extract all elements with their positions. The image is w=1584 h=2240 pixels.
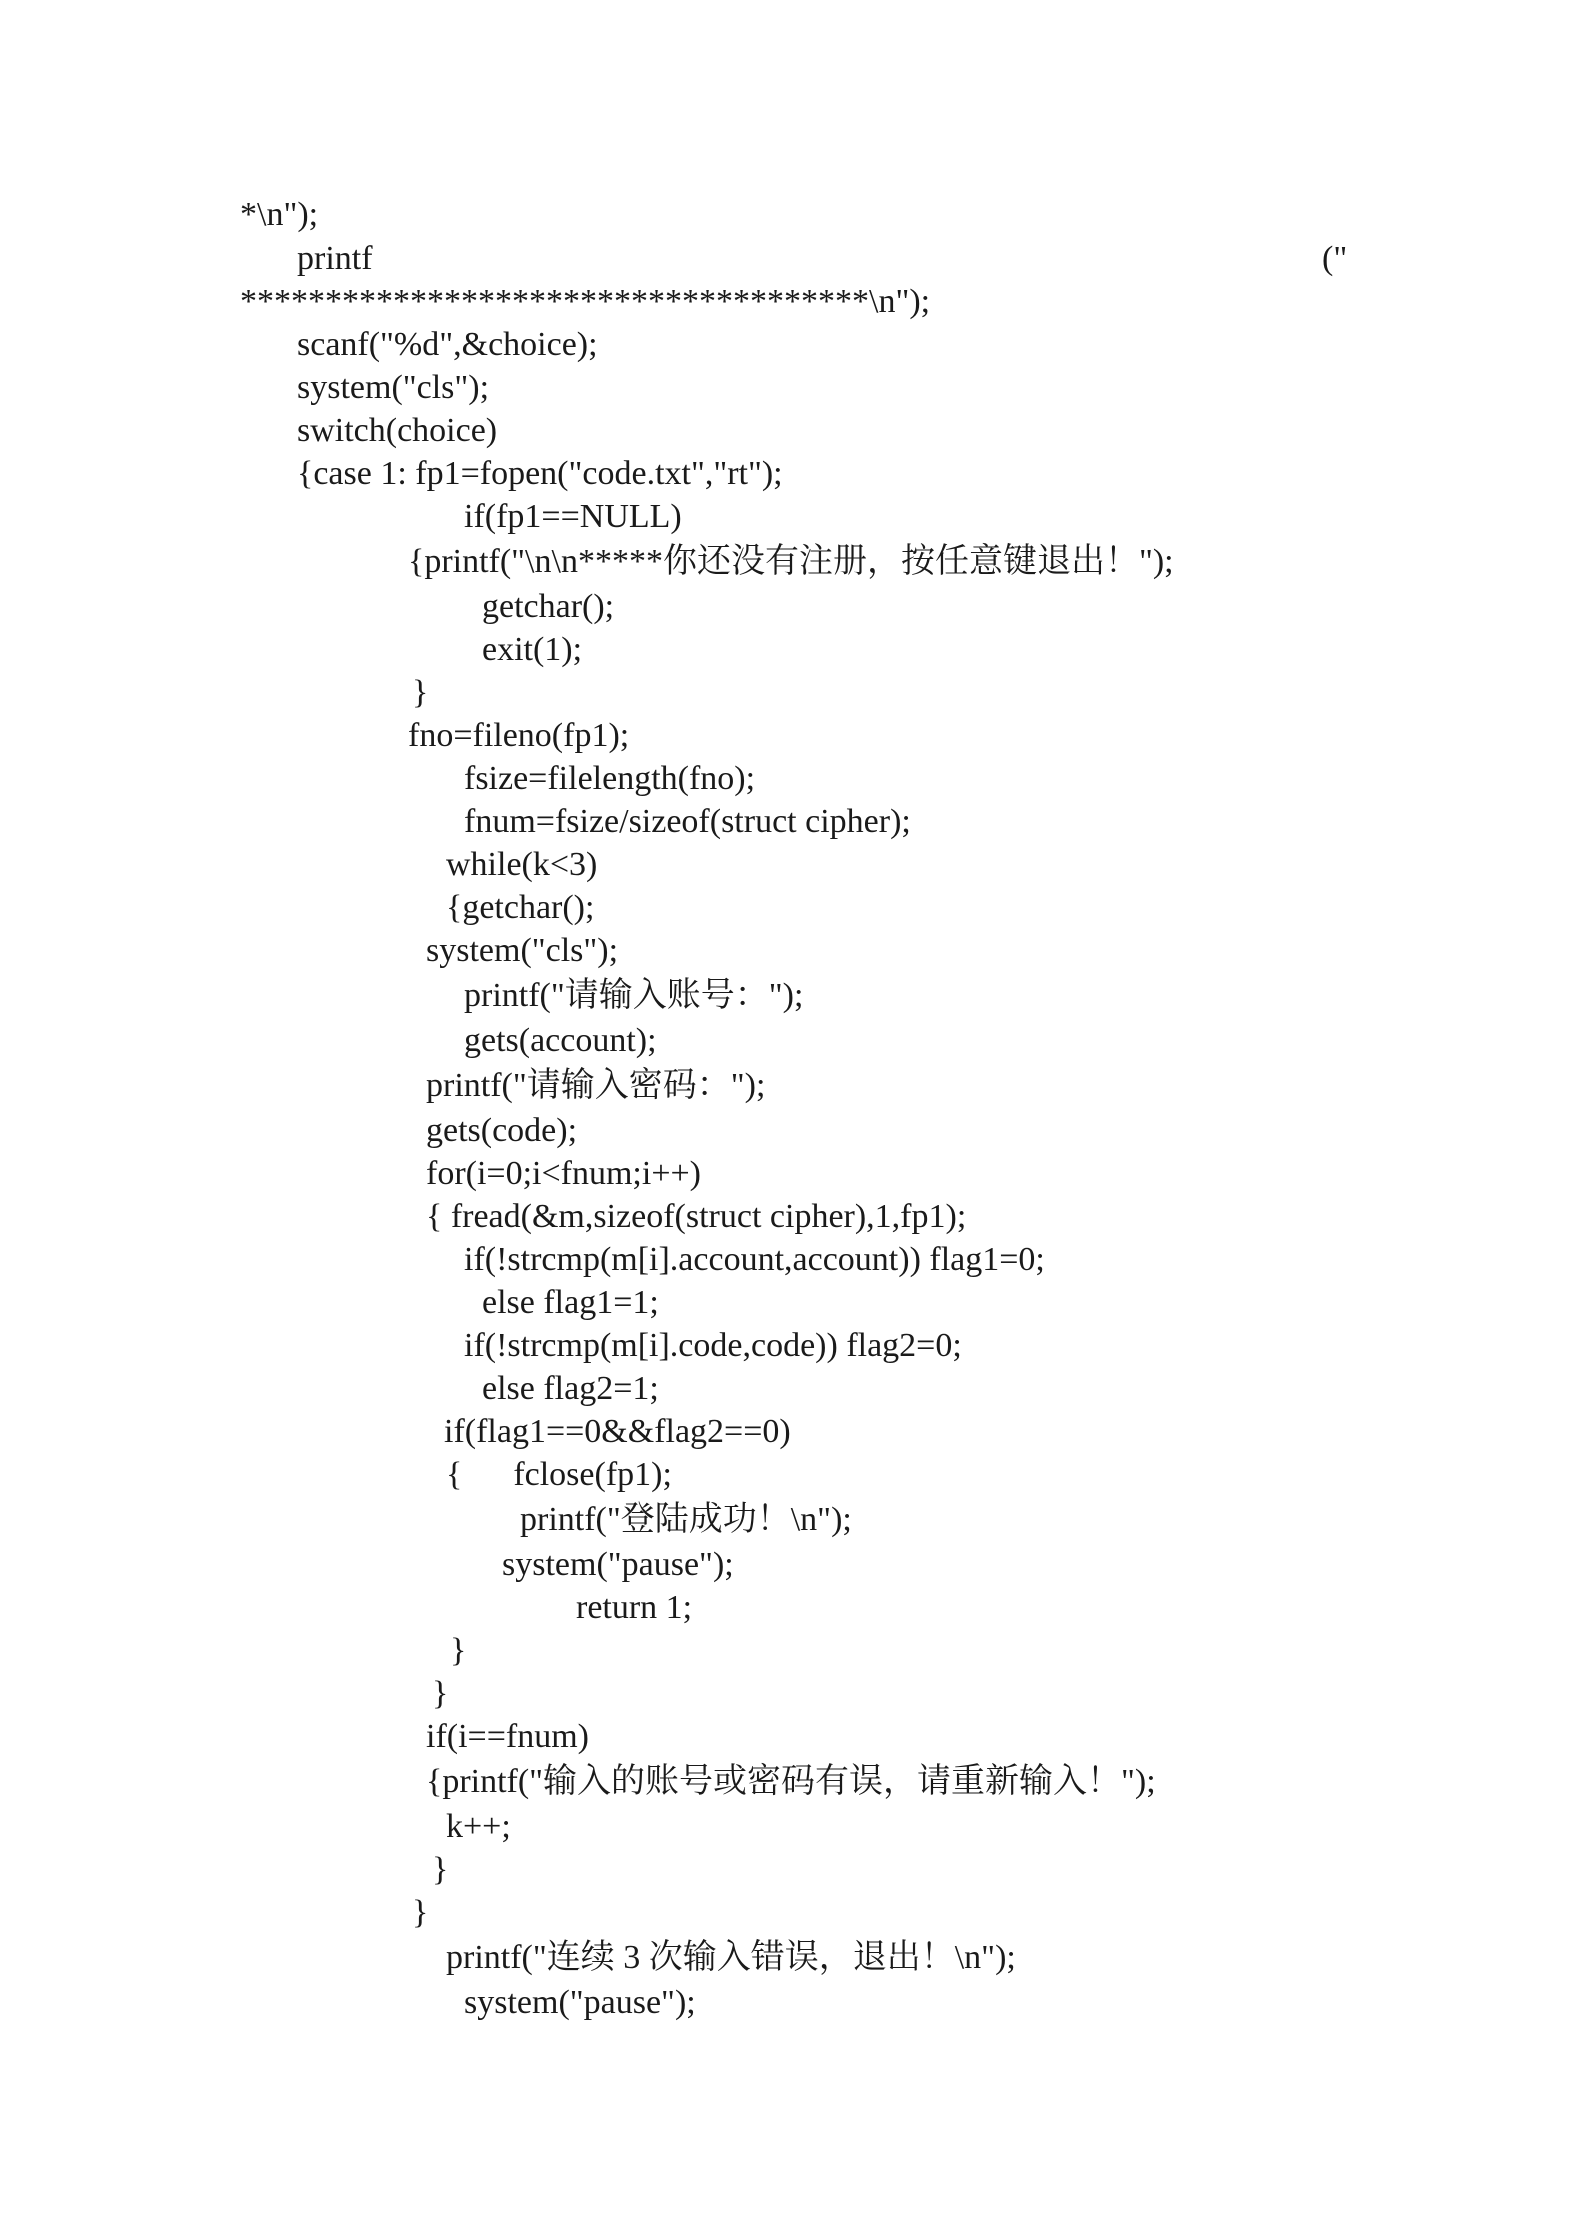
code-line: }	[432, 1675, 449, 1712]
code-line: if(!strcmp(m[i].code,code)) flag2=0;	[464, 1327, 962, 1364]
code-line: if(i==fnum)	[426, 1718, 589, 1755]
code-line: exit(1);	[482, 631, 583, 668]
code-line: k++;	[446, 1808, 511, 1845]
code-line: if(fp1==NULL)	[464, 498, 682, 535]
code-line: }	[412, 674, 429, 711]
code-line: if(flag1==0&&flag2==0)	[444, 1413, 791, 1450]
code-line: fnum=fsize/sizeof(struct cipher);	[464, 803, 911, 840]
code-line: { fclose(fp1);	[446, 1456, 672, 1493]
code-line: gets(code);	[426, 1112, 578, 1149]
code-line: system("cls");	[426, 932, 619, 969]
code-line: system("pause");	[464, 1984, 696, 2021]
code-line: system("pause");	[502, 1546, 734, 1583]
code-line: else flag1=1;	[482, 1284, 659, 1321]
code-line: {case 1: fp1=fopen("code.txt","rt");	[297, 455, 783, 492]
code-line: return 1;	[576, 1589, 693, 1626]
code-line: }	[432, 1851, 449, 1888]
code-line: if(!strcmp(m[i].account,account)) flag1=0;	[464, 1241, 1045, 1278]
code-line: scanf("%d",&choice);	[297, 326, 598, 363]
code-line: printf	[297, 240, 373, 277]
code-line: while(k<3)	[446, 846, 598, 883]
code-line: fno=fileno(fp1);	[408, 717, 630, 754]
code-line: system("cls");	[297, 369, 490, 406]
code-line: *************************************\n");	[240, 283, 931, 320]
code-line: {getchar();	[446, 889, 595, 926]
code-line: fsize=filelength(fno);	[464, 760, 756, 797]
code-line: else flag2=1;	[482, 1370, 659, 1407]
code-line: printf("连续 3 次输入错误，退出！\n");	[446, 1939, 1016, 1976]
code-line: printf("请输入账号：");	[464, 977, 804, 1014]
code-line: { fread(&m,sizeof(struct cipher),1,fp1);	[426, 1198, 967, 1235]
code-line: getchar();	[482, 588, 615, 625]
code-line: {printf("输入的账号或密码有误，请重新输入！");	[426, 1763, 1156, 1800]
code-line: ("	[1322, 240, 1348, 277]
code-line: {printf("\n\n*****你还没有注册，按任意键退出！");	[408, 543, 1174, 580]
code-line: printf("登陆成功！\n");	[520, 1501, 852, 1538]
code-line: switch(choice)	[297, 412, 498, 449]
code-line: *\n");	[240, 196, 319, 233]
code-line: for(i=0;i<fnum;i++)	[426, 1155, 701, 1192]
code-line: }	[450, 1632, 467, 1669]
code-line: printf("请输入密码：");	[426, 1067, 766, 1104]
code-line: gets(account);	[464, 1022, 657, 1059]
code-line: }	[412, 1894, 429, 1931]
